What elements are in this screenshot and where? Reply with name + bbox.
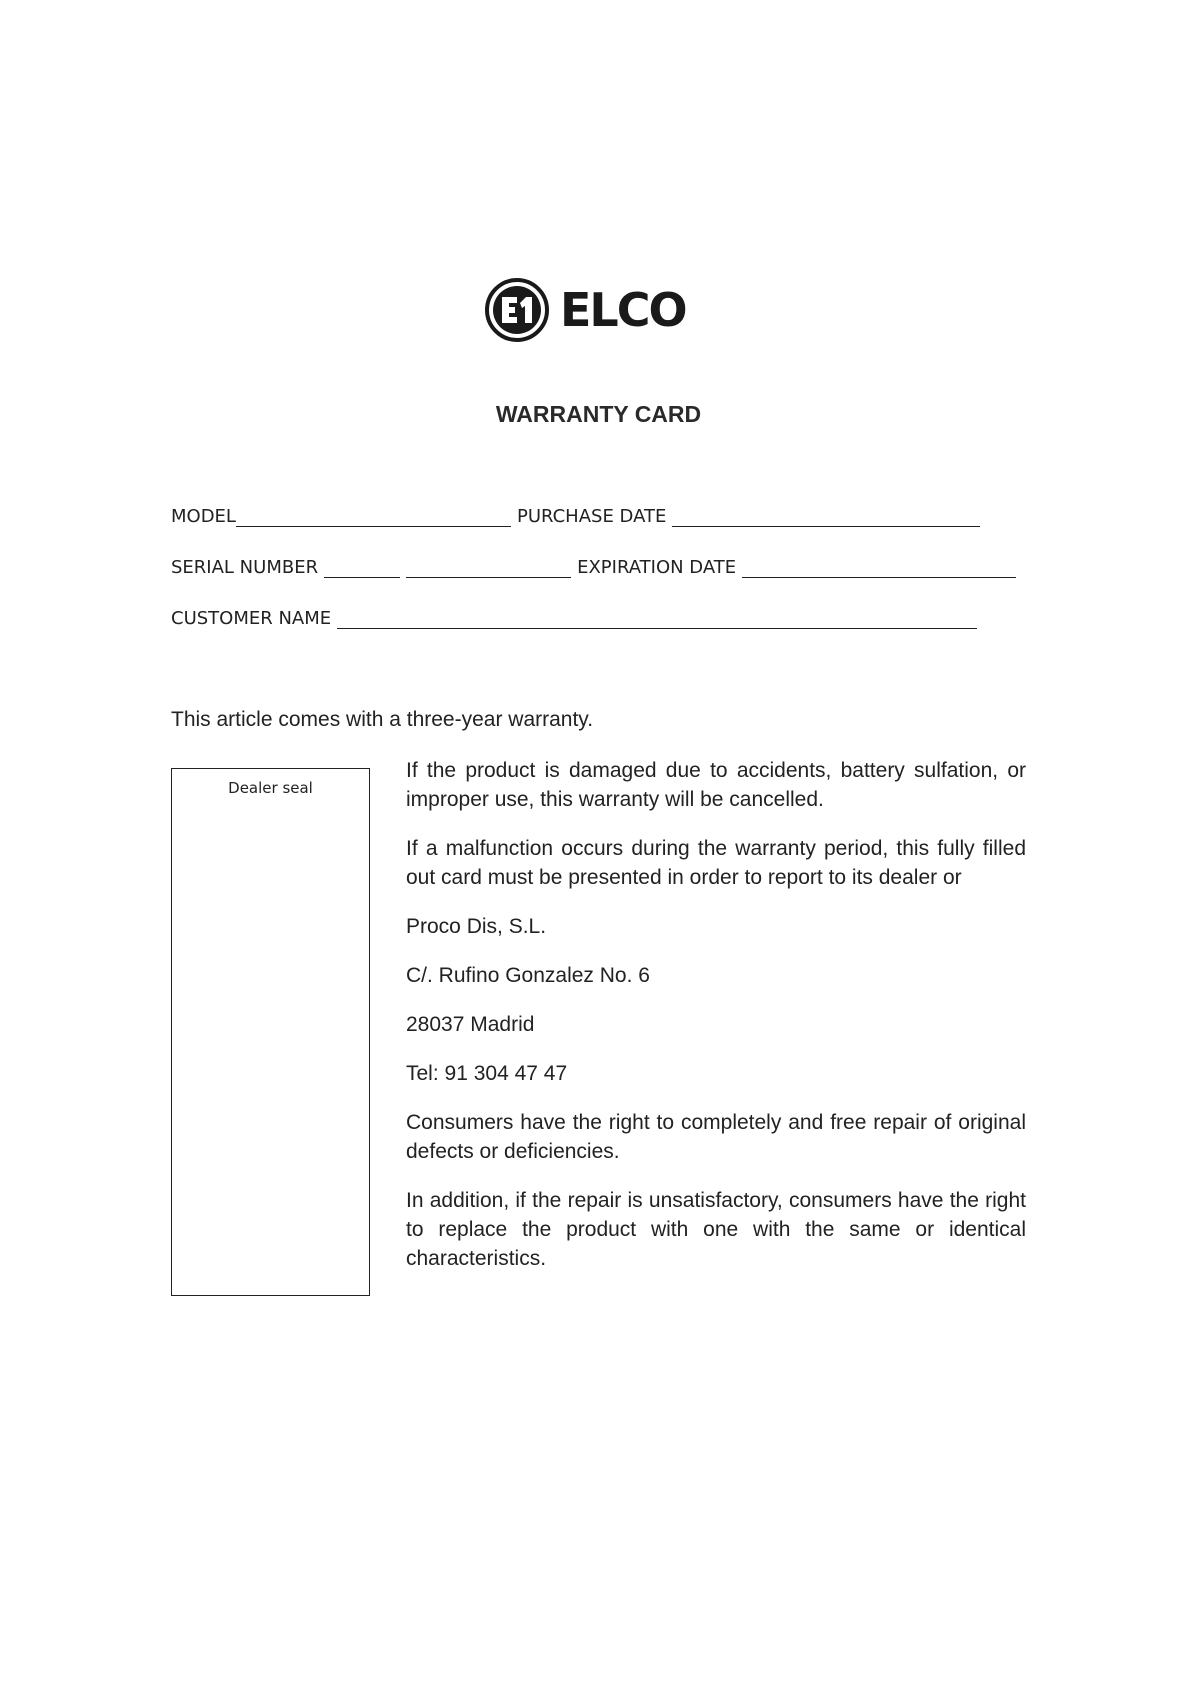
form-row-serial-expiration [171, 557, 1016, 578]
serial-number-field-part1[interactable] [324, 559, 400, 578]
purchase-date-label: PURCHASE DATE [516, 506, 667, 527]
terms-malfunction: If a malfunction occurs during the warranty period, this fully filled out card must be presented in order to report to its dealer or [406, 837, 1026, 889]
terms-damage: If the product is damaged due to accidents, battery sulfation, or improper use, this warranty will be cancelled. [406, 759, 1026, 811]
dealer-seal-label: Dealer seal [228, 779, 313, 797]
warranty-intro: This article comes with a three-year warranty. [171, 708, 594, 731]
model-field[interactable] [236, 508, 511, 527]
form-row-customer [171, 608, 977, 629]
form-row-model-purchase [171, 506, 980, 527]
company-street: C/. Rufino Gonzalez No. 6 [406, 964, 650, 987]
purchase-date-field[interactable] [672, 508, 980, 527]
dealer-seal-box [171, 768, 370, 1296]
company-city: 28037 Madrid [406, 1013, 535, 1036]
serial-number-field-part2[interactable] [406, 559, 571, 578]
serial-number-label: SERIAL NUMBER [171, 557, 319, 578]
elco-logo-icon [484, 277, 550, 343]
customer-name-field[interactable] [337, 610, 977, 629]
model-label: MODEL [171, 506, 236, 527]
expiration-date-field[interactable] [742, 559, 1016, 578]
warranty-terms [406, 756, 1026, 1293]
company-name: Proco Dis, S.L. [406, 915, 547, 938]
expiration-date-label: EXPIRATION DATE [577, 557, 737, 578]
terms-rights-replace: In addition, if the repair is unsatisfactory, consumers have the right to replace the product with one with the same or identical characteristics. [406, 1189, 1026, 1270]
brand-logo [484, 276, 686, 344]
terms-rights-repair: Consumers have the right to completely and free repair of original defects or deficiencies. [406, 1111, 1026, 1163]
page-title: WARRANTY CARD [495, 401, 702, 427]
company-phone: Tel: 91 304 47 47 [406, 1062, 568, 1085]
brand-name: ELCO [560, 283, 686, 337]
customer-name-label: CUSTOMER NAME [171, 608, 332, 629]
